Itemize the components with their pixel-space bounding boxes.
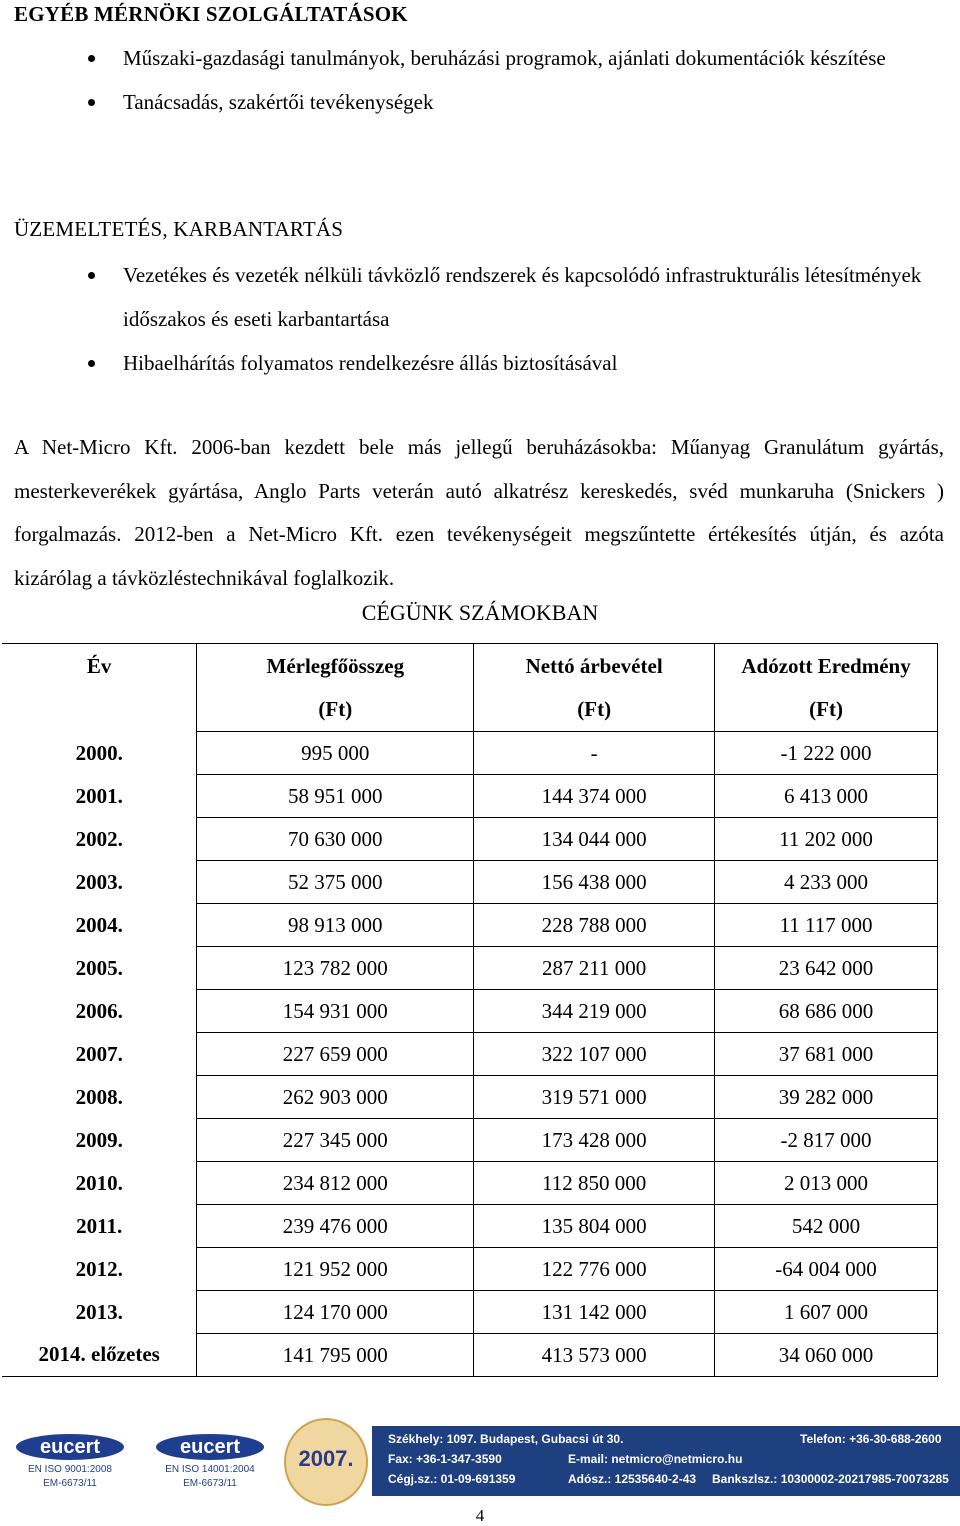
footer-banner	[0, 1418, 960, 1508]
cell-year: 2012.	[2, 1248, 197, 1291]
cell-net-revenue: 144 374 000	[474, 775, 715, 818]
eucert-iso14001-logo: eucert EN ISO 14001:2004 EM-6673/11	[148, 1432, 272, 1496]
company-email: E-mail: netmicro@netmicro.hu	[568, 1452, 743, 1466]
page-number: 4	[475, 1506, 485, 1525]
header-total-assets: Mérlegfőösszeg (Ft)	[197, 644, 474, 732]
table-row	[2, 1334, 938, 1377]
cell-total-assets: 70 630 000	[197, 818, 474, 861]
financial-table	[2, 643, 938, 1377]
cell-year: 2008.	[2, 1076, 197, 1119]
table-row	[2, 775, 938, 818]
cell-total-assets: 98 913 000	[197, 904, 474, 947]
section-heading-engineering: EGYÉB MÉRNÖKI SZOLGÁLTATÁSOK	[14, 2, 408, 26]
table-row	[2, 1119, 938, 1162]
cell-after-tax-result: 34 060 000	[715, 1334, 938, 1377]
header-net-revenue: Nettó árbevétel (Ft)	[474, 644, 715, 732]
engineering-services-list	[0, 36, 960, 124]
cell-net-revenue: -	[474, 732, 715, 775]
cell-after-tax-result: 37 681 000	[715, 1033, 938, 1076]
table-row	[2, 947, 938, 990]
maintenance-services-list	[0, 253, 960, 385]
cell-total-assets: 124 170 000	[197, 1291, 474, 1334]
cell-year: 2004.	[2, 904, 197, 947]
cell-year: 2006.	[2, 990, 197, 1033]
cell-year: 2001.	[2, 775, 197, 818]
table-title: CÉGÜNK SZÁMOKBAN	[361, 600, 599, 625]
cell-after-tax-result: 68 686 000	[715, 990, 938, 1033]
table-row	[2, 861, 938, 904]
cell-total-assets: 52 375 000	[197, 861, 474, 904]
header-year: Év	[2, 644, 197, 732]
cell-year: 2003.	[2, 861, 197, 904]
cell-year: 2013.	[2, 1291, 197, 1334]
company-seat: Székhely: 1097. Budapest, Gubacsi út 30.	[388, 1432, 624, 1446]
cell-total-assets: 123 782 000	[197, 947, 474, 990]
cell-after-tax-result: 4 233 000	[715, 861, 938, 904]
cell-year: 2011.	[2, 1205, 197, 1248]
table-row	[2, 1076, 938, 1119]
cell-net-revenue: 287 211 000	[474, 947, 715, 990]
cell-total-assets: 227 345 000	[197, 1119, 474, 1162]
table-row	[2, 990, 938, 1033]
cell-net-revenue: 122 776 000	[474, 1248, 715, 1291]
award-seal-icon: 2007.	[284, 1418, 368, 1506]
cell-after-tax-result: 6 413 000	[715, 775, 938, 818]
company-bank-account: Bankszlsz.: 10300002-20217985-70073285	[712, 1472, 949, 1486]
cell-after-tax-result: -64 004 000	[715, 1248, 938, 1291]
bullet-icon	[88, 360, 95, 367]
bullet-icon	[88, 55, 95, 62]
cell-year: 2009.	[2, 1119, 197, 1162]
cell-after-tax-result: -2 817 000	[715, 1119, 938, 1162]
cell-year: 2007.	[2, 1033, 197, 1076]
eucert-logo: eucert	[156, 1434, 264, 1460]
cell-total-assets: 227 659 000	[197, 1033, 474, 1076]
table-row	[2, 1205, 938, 1248]
cell-net-revenue: 131 142 000	[474, 1291, 715, 1334]
cell-year: 2014. előzetes	[2, 1334, 197, 1377]
bullet-icon	[88, 99, 95, 106]
cell-net-revenue: 344 219 000	[474, 990, 715, 1033]
header-after-tax-result: Adózott Eredmény (Ft)	[715, 644, 938, 732]
company-tax-number: Adósz.: 12535640-2-43	[568, 1472, 697, 1486]
cell-total-assets: 239 476 000	[197, 1205, 474, 1248]
cell-total-assets: 154 931 000	[197, 990, 474, 1033]
section-heading-maintenance: ÜZEMELTETÉS, KARBANTARTÁS	[14, 217, 344, 241]
cell-net-revenue: 173 428 000	[474, 1119, 715, 1162]
cell-total-assets: 141 795 000	[197, 1334, 474, 1377]
company-history-paragraph: A Net-Micro Kft. 2006-ban kezdett bele más jellegű beruházásokba: Műanyag Granulátum gyártás, mesterkeverékek gyártása, Anglo Parts veterán autó alkatrész kereskedés, svéd munkaruha (Snickers ) forgalmazás. 2012-ben a Net-Micro Kft. ezen tevékenységeit megszűntette értékesítés útján, és azóta kizárólag a távközléstechnikával foglalkozik.	[14, 435, 944, 590]
cell-net-revenue: 413 573 000	[474, 1334, 715, 1377]
table-row	[2, 1291, 938, 1334]
list-item: Vezetékes és vezeték nélküli távközlő rendszerek és kapcsolódó infrastrukturális létesítmények időszakos és eseti karbantartása	[0, 253, 960, 341]
list-item: Tanácsadás, szakértői tevékenységek	[0, 80, 960, 124]
cell-year: 2010.	[2, 1162, 197, 1205]
cell-year: 2000.	[2, 732, 197, 775]
table-row	[2, 818, 938, 861]
cell-net-revenue: 135 804 000	[474, 1205, 715, 1248]
cell-after-tax-result: 2 013 000	[715, 1162, 938, 1205]
cell-total-assets: 121 952 000	[197, 1248, 474, 1291]
cell-net-revenue: 134 044 000	[474, 818, 715, 861]
table-row	[2, 904, 938, 947]
eucert-iso9001-logo: eucert EN ISO 9001:2008 EM-6673/11	[8, 1432, 132, 1496]
company-fax: Fax: +36-1-347-3590	[388, 1452, 502, 1466]
table-row	[2, 732, 938, 775]
cell-total-assets: 262 903 000	[197, 1076, 474, 1119]
cell-after-tax-result: 11 202 000	[715, 818, 938, 861]
cell-after-tax-result: 11 117 000	[715, 904, 938, 947]
company-phone: Telefon: +36-30-688-2600	[800, 1432, 942, 1446]
table-header-row	[2, 644, 938, 732]
cell-after-tax-result: -1 222 000	[715, 732, 938, 775]
cell-after-tax-result: 39 282 000	[715, 1076, 938, 1119]
contact-info-bar	[372, 1426, 960, 1496]
table-row	[2, 1033, 938, 1076]
cell-net-revenue: 319 571 000	[474, 1076, 715, 1119]
cell-net-revenue: 112 850 000	[474, 1162, 715, 1205]
table-row	[2, 1248, 938, 1291]
cell-total-assets: 58 951 000	[197, 775, 474, 818]
list-item: Hibaelhárítás folyamatos rendelkezésre állás biztosításával	[0, 341, 960, 385]
bullet-icon	[88, 272, 95, 279]
cell-total-assets: 995 000	[197, 732, 474, 775]
table-row	[2, 1162, 938, 1205]
cell-year: 2002.	[2, 818, 197, 861]
cell-after-tax-result: 1 607 000	[715, 1291, 938, 1334]
cell-total-assets: 234 812 000	[197, 1162, 474, 1205]
company-registration: Cégj.sz.: 01-09-691359	[388, 1472, 516, 1486]
eucert-logo: eucert	[16, 1434, 124, 1460]
cell-year: 2005.	[2, 947, 197, 990]
cell-after-tax-result: 23 642 000	[715, 947, 938, 990]
cell-net-revenue: 322 107 000	[474, 1033, 715, 1076]
cell-after-tax-result: 542 000	[715, 1205, 938, 1248]
list-item: Műszaki-gazdasági tanulmányok, beruházási programok, ajánlati dokumentációk készítése	[0, 36, 960, 80]
cell-net-revenue: 228 788 000	[474, 904, 715, 947]
cell-net-revenue: 156 438 000	[474, 861, 715, 904]
